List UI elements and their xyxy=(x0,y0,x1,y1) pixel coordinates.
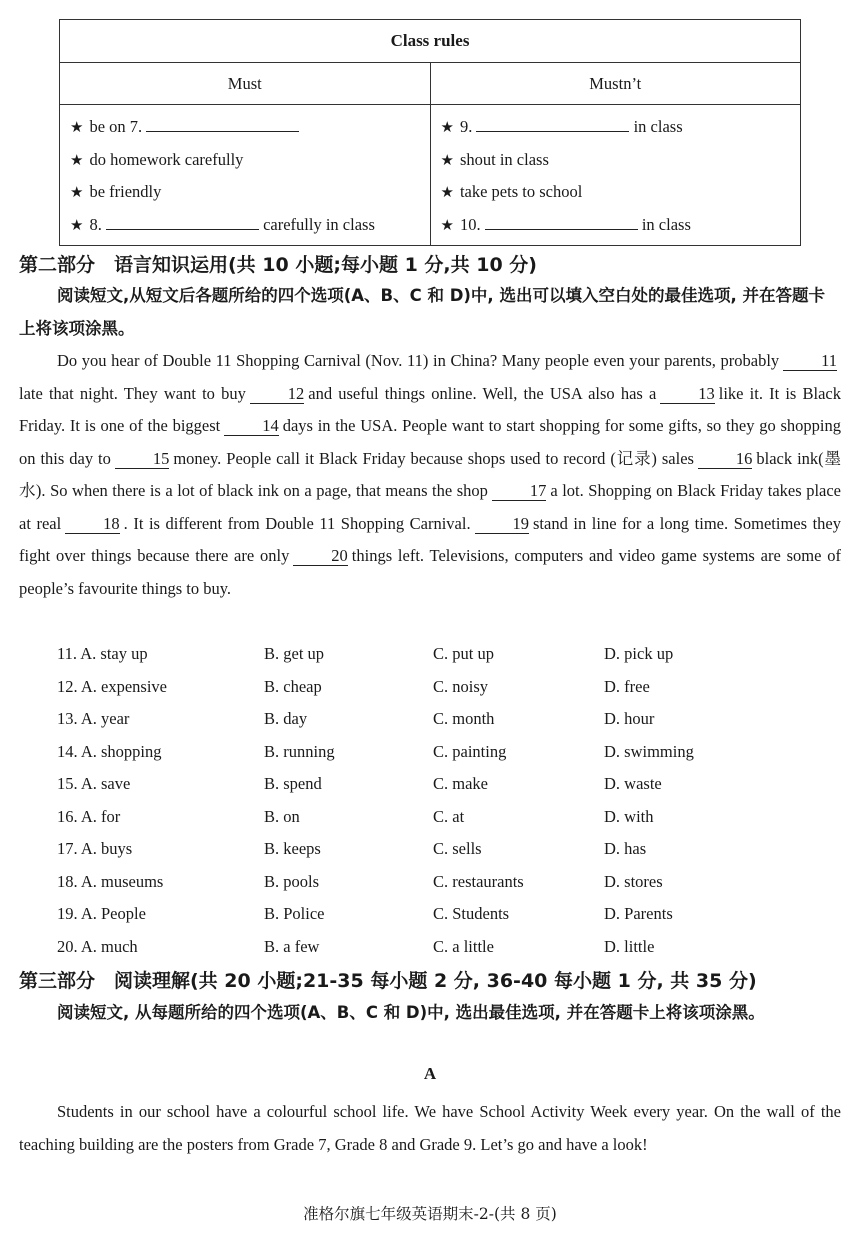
rule-item: ★ shout in class xyxy=(440,149,549,169)
option-row: 15. A. save B. spend C. make D. waste xyxy=(57,774,662,793)
passage-title: A xyxy=(423,1064,437,1083)
rule-item: ★ 9. in class xyxy=(440,117,683,136)
star-icon: ★ xyxy=(70,150,84,169)
rule-item: ★ do homework carefully xyxy=(70,149,244,169)
option-row: 16. A. for B. on C. at D. with xyxy=(57,806,654,826)
rule-item: ★ be on 7. xyxy=(70,111,430,144)
option-row: 17. A. buys B. keeps C. sells D. has xyxy=(57,839,647,858)
rule-item: ★ 10. in class xyxy=(440,214,691,234)
blank-number: 16 xyxy=(698,450,752,469)
option-row: 18. A. museums B. pools C. restaurants D. stores xyxy=(57,871,663,891)
reading-passage-a: Students in our school have a colourful school life. We have School Activity Week every year. On the wall of the teaching building are the posters from Grade 7, Grade 8 and Grade 9. Let’s go and have a look! xyxy=(19,1102,841,1154)
answer-blank-9 xyxy=(476,115,629,132)
option-row: 19. A. People B. Police C. Students D. Parents xyxy=(57,904,673,923)
part3-heading: 第三部分 阅读理解(共 20 小题;21-35 每小题 2 分, 36-40 每小题 1 分, 共 35 分) xyxy=(19,970,757,992)
option-row: 12. A. expensive B. cheap C. noisy D. free xyxy=(57,676,650,696)
blank-number: 17 xyxy=(492,482,546,501)
blank-number: 14 xyxy=(224,417,278,436)
option-row: 13. A. year B. day C. month D. hour xyxy=(57,709,655,728)
star-icon: ★ xyxy=(70,118,84,136)
option-row: 20. A. much B. a few C. a little D. little xyxy=(57,936,655,956)
option-row: 11. A. stay up B. get up C. put up D. pick up xyxy=(57,644,674,663)
rule-item: ★ 8. carefully in class xyxy=(70,214,375,234)
blank-number: 19 xyxy=(475,515,529,534)
star-icon: ★ xyxy=(440,118,454,136)
answer-blank-7 xyxy=(146,115,299,132)
page-footer: 准格尔旗七年级英语期末-2-(共 8 页) xyxy=(303,1205,557,1223)
answer-options xyxy=(57,638,817,963)
must-header: Must xyxy=(60,63,431,105)
blank-number: 15 xyxy=(115,450,169,469)
blank-number: 12 xyxy=(250,385,304,404)
answer-blank-8 xyxy=(106,213,259,230)
table-title: Class rules xyxy=(60,20,801,63)
part3-instruction: 阅读短文, 从每题所给的四个选项(A、B、C 和 D)中, 选出最佳选项, 并在答题卡上将该项涂黑。 xyxy=(56,1003,765,1022)
answer-blank-10 xyxy=(485,213,638,230)
part2-instruction: 阅读短文,从短文后各题所给的四个选项(A、B、C 和 D)中, 选出可以填入空白处的最佳选项, 并在答题卡上将该项涂黑。 xyxy=(19,286,825,338)
blank-number: 20 xyxy=(293,547,347,566)
class-rules-table xyxy=(59,19,801,246)
mustnt-column xyxy=(430,105,801,246)
star-icon: ★ xyxy=(440,150,454,169)
star-icon: ★ xyxy=(440,215,454,234)
star-icon: ★ xyxy=(440,183,454,201)
part2-heading: 第二部分 语言知识运用(共 10 小题;每小题 1 分,共 10 分) xyxy=(19,254,537,276)
blank-number: 18 xyxy=(65,515,119,534)
cloze-passage xyxy=(19,345,841,605)
must-column xyxy=(60,105,431,246)
mustnt-header: Mustn’t xyxy=(430,63,801,105)
blank-number: 13 xyxy=(660,385,714,404)
rule-item: ★ be friendly xyxy=(70,182,162,201)
cloze-paragraph: Do you hear of Double 11 Shopping Carnival (Nov. 11) in China? Many people even your parents, probably 11late that night. They want to buy 12 and useful things online. Well, the USA also has a 13 like it. It is Black Friday. It is one of the biggest 14 days in the USA. People want to start shopping for some gifts, so they go shopping on this day to 15 money. People call it Black Friday because shops used to record (记录) sales 16 black ink(墨水). So when there is a lot of black ink on a page, that means the shop 17 a lot. Shopping on Black Friday takes place at real 18 . It is different from Double 11 Shopping Carnival. 19 stand in line for a long time. Sometimes they fight over things because there are only 20 things left. Televisions, computers and video game systems are some of people’s favourite things to buy. xyxy=(19,351,842,598)
option-row: 14. A. shopping B. running C. painting D. swimming xyxy=(57,741,694,761)
star-icon: ★ xyxy=(70,183,84,201)
blank-number: 11 xyxy=(783,352,837,371)
star-icon: ★ xyxy=(70,215,84,234)
rule-item: ★ take pets to school xyxy=(440,182,583,201)
